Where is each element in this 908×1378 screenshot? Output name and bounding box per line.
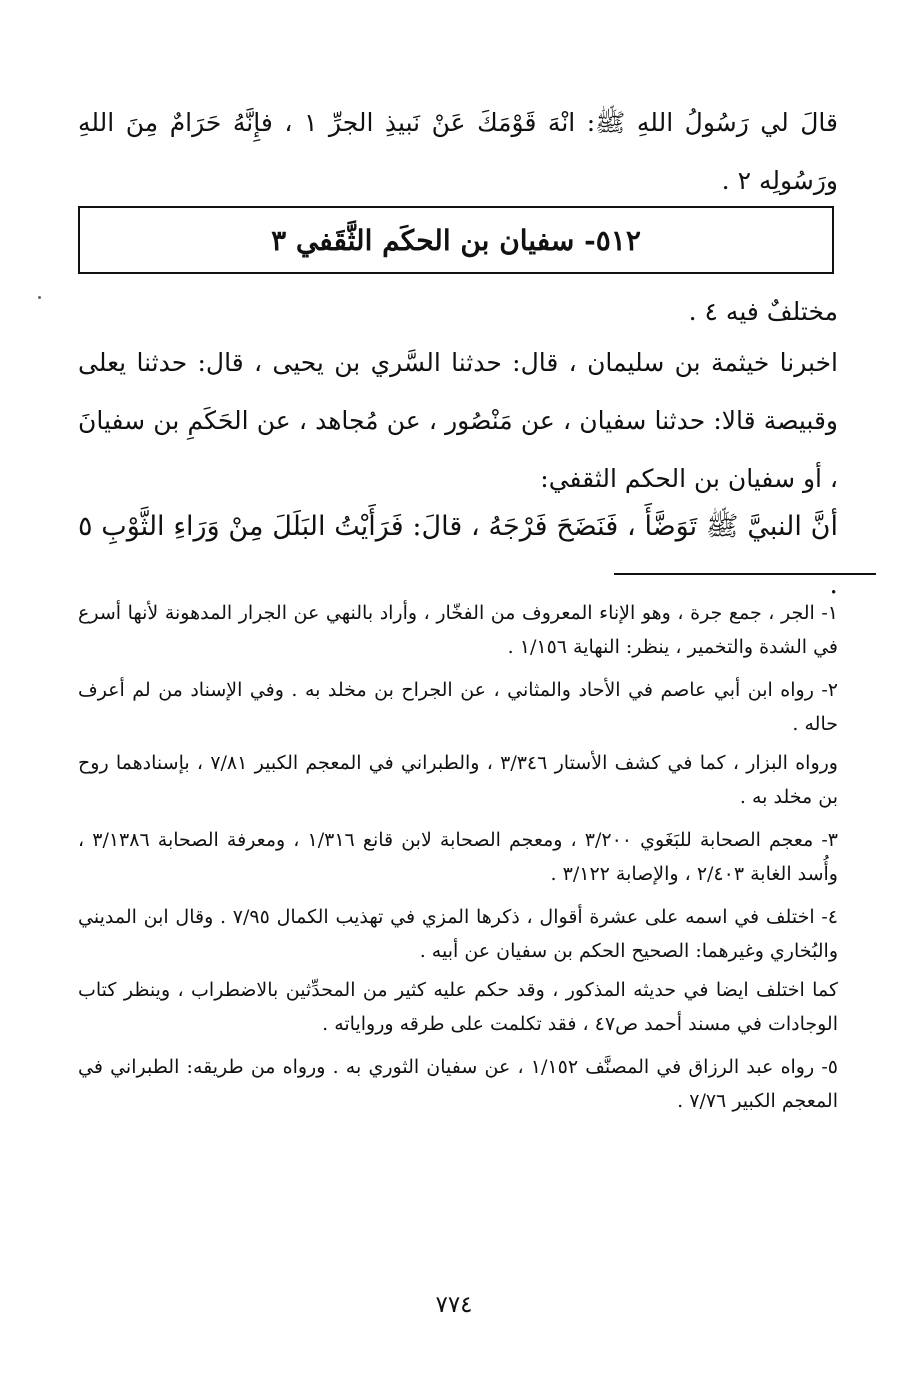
footnote-4: ٤- اختلف في اسمه على عشرة أقوال ، ذكرها المزي في تهذيب الكمال ٧/٩٥ . وقال ابن المديني والبُخاري وغيرهما: الصحيح الحكم بن سفيان عن أبيه . xyxy=(78,906,838,962)
footnote-2-continuation: ورواه البزار ، كما في كشف الأستار ٣/٣٤٦ ، والطبراني في المعجم الكبير ٧/٨١ ، بإسنادهما روح بن مخلد به . xyxy=(78,752,838,808)
footnote-2: ٢- رواه ابن أبي عاصم في الأحاد والمثاني ، عن الجراح بن مخلد به . وفي الإسناد من لم أعرف حاله . xyxy=(78,679,838,735)
scan-speck xyxy=(38,296,41,299)
hadith-text: أنَّ النبيَّ ﷺ تَوَضَّأَ ، فَنَضَحَ فَرْجَهُ ، قالَ: فَرَأَيْتُ البَلَلَ مِنْ وَرَاءِ الثَّوْبِ ٥ . xyxy=(78,511,838,600)
footnote-5: ٥- رواه عبد الرزاق في المصنَّف ١/١٥٢ ، عن سفيان الثوري به . ورواه من طريقه: الطبراني في المعجم الكبير ٧/٧٦ . xyxy=(78,1056,838,1112)
entry-title: ٥١٢- سفيان بن الحكَم الثَّقَفي ٣ xyxy=(271,223,641,257)
isnad-text: اخبرنا خيثمة بن سليمان ، قال: حدثنا السَّري بن يحيى ، قال: حدثنا يعلى وقبيصة قالا: حدثنا سفيان ، عن مَنْصُور ، عن مُجاهد ، عن الحَكَمِ بن سفيانَ ، أو سفيان بن الحكم الثقفي: xyxy=(78,348,838,493)
entry-title-box xyxy=(78,206,834,274)
page-number: ٧٧٤ xyxy=(435,1292,473,1318)
hadith-continuation-text: قالَ لي رَسُولُ اللهِ ﷺ: انْهَ قَوْمَكَ عَنْ نَبيذِ الجرِّ ١ ، فإِنَّهُ حَرَامٌ مِنَ اللهِ ورَسُولِه ٢ . xyxy=(78,108,838,195)
footnotes-section xyxy=(78,596,838,1127)
footnote-separator xyxy=(614,573,876,575)
footnote-1: ١- الجر ، جمع جرة ، وهو الإناء المعروف من الفخّار ، وأراد بالنهي عن الجرار المدهونة لأنها أسرع في الشدة والتخمير ، ينظر: النهاية ١/١٥٦ . xyxy=(78,602,838,658)
narrator-status-text: مختلفٌ فيه ٤ . xyxy=(688,297,838,326)
footnote-4-continuation: كما اختلف ايضا في حديثه المذكور ، وقد حكم عليه كثير من المحدِّثين بالاضطراب ، وينظر كتاب الوجادات في مسند أحمد ص٤٧ ، فقد تكلمت على طرقه ورواياته . xyxy=(78,979,838,1035)
footnote-3: ٣- معجم الصحابة للبَغَوي ٣/٢٠٠ ، ومعجم الصحابة لابن قانع ١/٣١٦ ، ومعرفة الصحابة ٣/١٣٨٦ ، وأُسد الغابة ٢/٤٠٣ ، والإصابة ٣/١٢٢ . xyxy=(78,829,839,885)
